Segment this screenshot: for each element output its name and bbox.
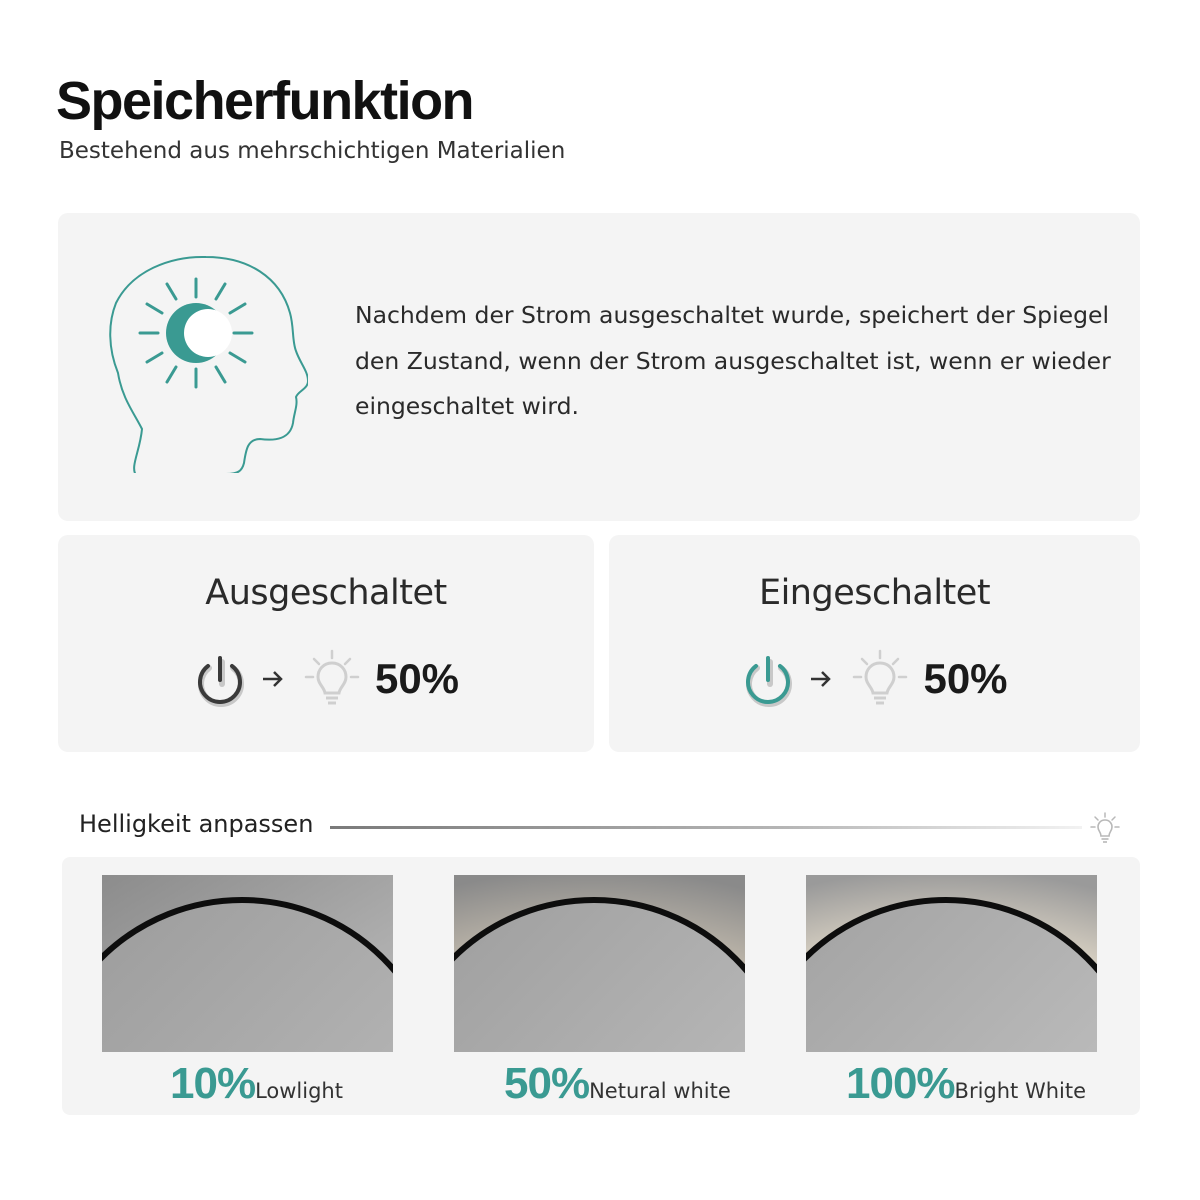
- mirror-photo-lowlight: [102, 875, 393, 1052]
- state-card-off: [58, 535, 594, 752]
- brightness-percent: 10%: [170, 1059, 256, 1108]
- arrow-right-icon: [261, 669, 285, 689]
- state-card-on: [609, 535, 1140, 752]
- head-sun-moon-icon: [108, 253, 308, 473]
- state-row-off: [58, 647, 594, 711]
- state-percent-on: 50%: [923, 655, 1008, 702]
- memory-function-panel: [58, 213, 1140, 521]
- state-title-off: Ausgeschaltet: [205, 573, 447, 613]
- state-percent-off: 50%: [374, 655, 460, 702]
- brightness-label: Helligkeit anpassen: [79, 810, 314, 838]
- brightness-percent: 100%: [846, 1059, 955, 1108]
- brightness-percent: 50%: [504, 1059, 590, 1108]
- brightness-name: Lowlight: [255, 1079, 343, 1103]
- state-row-on: [609, 647, 1140, 711]
- lightbulb-icon: [851, 649, 909, 709]
- mirror-photo-bright: [806, 875, 1097, 1052]
- state-title-on: Eingeschaltet: [758, 573, 991, 613]
- lightbulb-icon: [1089, 812, 1121, 844]
- mirror-photo-netural: [454, 875, 745, 1052]
- brightness-slider-line: [330, 826, 1082, 829]
- brightness-caption-lowlight: [170, 1059, 343, 1109]
- power-off-icon: [193, 650, 247, 708]
- brightness-caption-netural: [504, 1059, 731, 1109]
- page-subtitle: Bestehend aus mehrschichtigen Materialien: [59, 138, 566, 164]
- brightness-levels-panel: [62, 857, 1140, 1115]
- brightness-caption-bright: [846, 1059, 1086, 1109]
- memory-description: Nachdem der Strom ausgeschaltet wurde, speichert der Spiegel den Zustand, wenn der Strom ausgeschaltet ist, wenn er wieder eingeschaltet wird.: [355, 301, 1111, 420]
- brightness-name: Bright White: [954, 1079, 1087, 1103]
- lightbulb-icon: [303, 649, 361, 709]
- power-on-icon: [741, 650, 795, 708]
- arrow-right-icon: [809, 669, 833, 689]
- brightness-name: Netural white: [589, 1079, 731, 1103]
- page-title: Speicherfunktion: [56, 71, 474, 131]
